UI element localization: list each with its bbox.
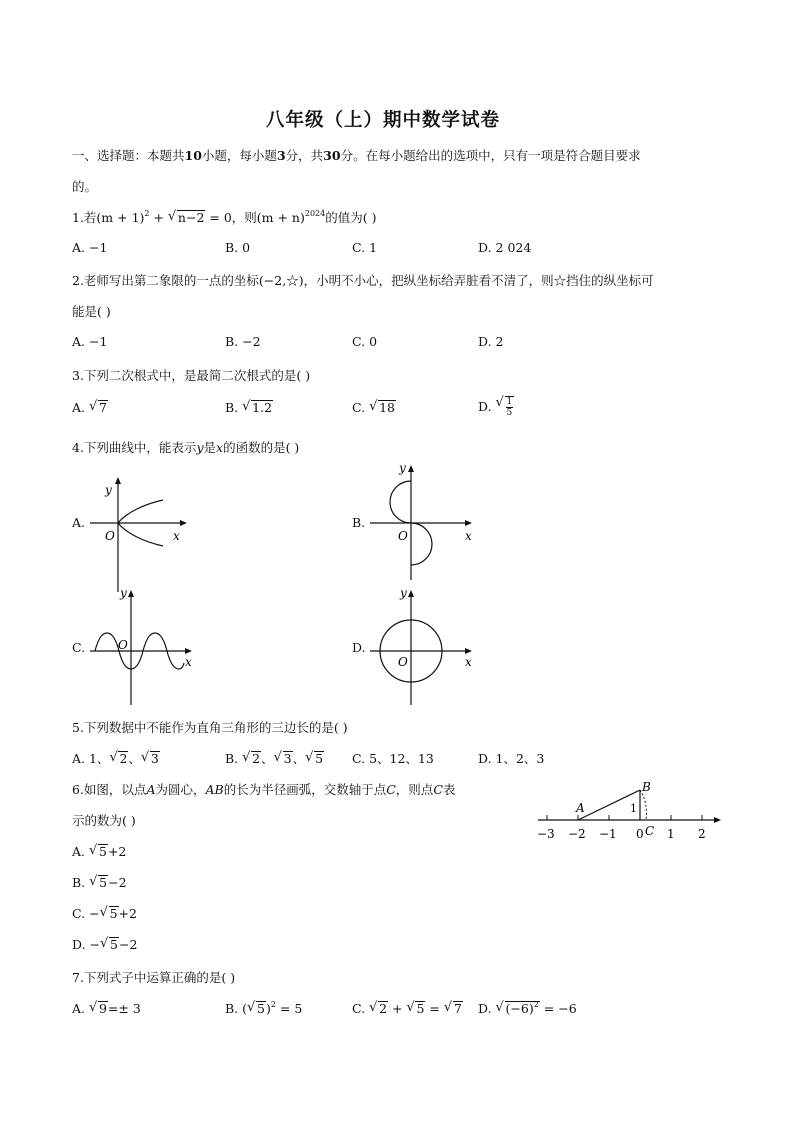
- question-2-option-d[interactable]: D. 2: [478, 334, 504, 349]
- question-1-option-c[interactable]: C. 1: [352, 240, 378, 255]
- point-b-label: B: [642, 780, 651, 794]
- question-6-stem-line2: 示的数为( ): [72, 813, 136, 828]
- question-4-graph-d[interactable]: [365, 583, 477, 709]
- tick-label: −2: [568, 827, 586, 841]
- section-header-line2: 的。: [72, 179, 98, 194]
- question-2-stem-line2: 能是( ): [72, 304, 111, 319]
- question-1-stem: 1.若$(m + 1)^2$ + √ n−2 = 0，则$(m + n)^{2024}$的值为( ): [72, 208, 376, 226]
- page-title: 八年级（上）期中数学试卷: [266, 110, 501, 131]
- question-4-option-b-label[interactable]: B.: [352, 515, 366, 530]
- question-4-stem: 4.下列曲线中，能表示y是x的函数的是( ): [72, 440, 300, 455]
- axis-x-label: x: [185, 655, 192, 669]
- point-a-label: A: [576, 801, 585, 815]
- question-1-option-a[interactable]: A. −1: [72, 240, 108, 255]
- question-5-stem: 5.下列数据中不能作为直角三角形的三边长的是( ): [72, 720, 348, 735]
- question-2-option-a[interactable]: A. −1: [72, 334, 108, 349]
- question-5-option-d[interactable]: D. 1、2、3: [478, 751, 545, 766]
- question-4-option-c-label[interactable]: C.: [72, 640, 86, 655]
- question-3-option-d[interactable]: D. √ $\frac{1}{5}$: [478, 396, 514, 418]
- side-length-label: 1: [630, 802, 637, 815]
- question-4-option-d-label[interactable]: D.: [352, 640, 366, 655]
- tick-label: 2: [698, 827, 706, 841]
- axis-y-label: y: [120, 586, 127, 600]
- axis-y-label: y: [400, 586, 407, 600]
- question-6-option-d[interactable]: D. −√ 5−2: [72, 937, 137, 952]
- question-3-option-c[interactable]: C. √ 18: [352, 400, 396, 415]
- origin-label: O: [118, 638, 128, 652]
- question-6-option-a[interactable]: A. √ 5+2: [72, 844, 126, 859]
- axis-y-label: y: [105, 483, 112, 497]
- tick-label: 1: [667, 827, 675, 841]
- question-7-stem: 7.下列式子中运算正确的是( ): [72, 970, 236, 985]
- question-5-option-a[interactable]: A. 1、√ 2、√ 3: [72, 749, 160, 767]
- tick-label: 0: [636, 827, 644, 841]
- question-2-option-b[interactable]: B. −2: [225, 334, 261, 349]
- question-6-number-line-figure: [532, 776, 727, 846]
- origin-label: O: [398, 529, 408, 543]
- question-2-option-c[interactable]: C. 0: [352, 334, 378, 349]
- question-7-option-b[interactable]: B. (√ 5)$^2$ = 5: [225, 1001, 302, 1016]
- question-3-option-a[interactable]: A. √ 7: [72, 400, 108, 415]
- question-4-graph-b[interactable]: [365, 458, 477, 584]
- question-1-option-d[interactable]: D. 2 024: [478, 240, 532, 255]
- question-4-graph-a[interactable]: [85, 470, 195, 598]
- section-header: 一、选择题：本题共10小题，每小题3分，共30分。在每小题给出的选项中，只有一项是符合题目要求: [72, 148, 641, 163]
- question-5-option-c[interactable]: C. 5、12、13: [352, 751, 434, 766]
- question-1-option-b[interactable]: B. 0: [225, 240, 251, 255]
- question-7-option-c[interactable]: C. √ 2 + √ 5 = √ 7: [352, 1001, 463, 1016]
- point-c-label: C: [645, 824, 655, 838]
- axis-x-label: x: [465, 655, 472, 669]
- tick-label: −3: [537, 827, 555, 841]
- axis-x-label: x: [173, 529, 180, 543]
- question-3-stem: 3.下列二次根式中，是最简二次根式的是( ): [72, 368, 311, 383]
- tick-label: −1: [599, 827, 617, 841]
- axis-x-label: x: [465, 529, 472, 543]
- question-2-stem: 2.老师写出第二象限的一点的坐标(−2,☆)，小明不小心，把纵坐标给弄脏看不清了，则☆挡住的纵坐标可: [72, 273, 654, 288]
- origin-label: O: [105, 529, 115, 543]
- question-4-option-a-label[interactable]: A.: [72, 515, 86, 530]
- question-3-option-b[interactable]: B. √ 1.2: [225, 400, 273, 415]
- question-4-graph-c[interactable]: [85, 583, 195, 709]
- question-7-option-d[interactable]: D. √ $(-6)^2 = -6$: [478, 1001, 577, 1016]
- question-5-option-b[interactable]: B. √ 2、√ 3、√ 5: [225, 749, 324, 767]
- axis-y-label: y: [399, 461, 406, 475]
- question-7-option-a[interactable]: A. √ 9=± 3: [72, 1001, 141, 1016]
- question-6-stem: 6.如图，以点A为圆心，AB的长为半径画弧，交数轴于点C，则点C表: [72, 782, 456, 797]
- question-6-option-c[interactable]: C. −√ 5+2: [72, 906, 137, 921]
- origin-label: O: [398, 655, 408, 669]
- question-6-option-b[interactable]: B. √ 5−2: [72, 875, 127, 890]
